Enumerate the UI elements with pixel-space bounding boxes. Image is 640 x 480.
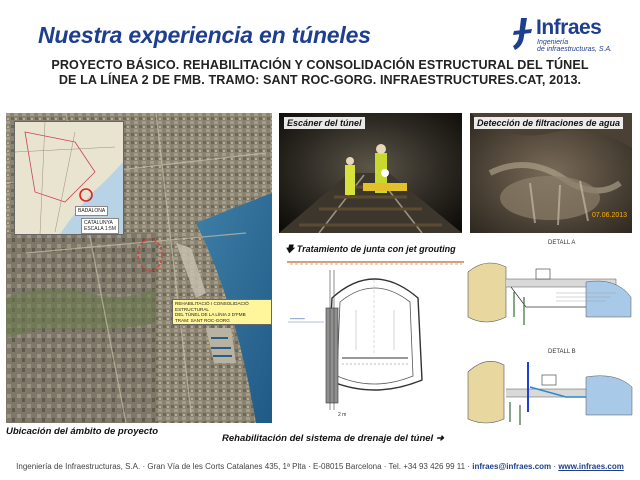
logo-name: Infraes (536, 16, 602, 39)
footer-web-link[interactable]: www.infraes.com (558, 462, 624, 471)
scanner-caption: Escáner del túnel (284, 117, 365, 129)
drainage-caption-row (222, 433, 444, 444)
inset-label: BADALONA (75, 206, 108, 216)
detail-a-label: DETALL A (548, 240, 576, 246)
callout-line-2: DEL TÚNEL DE LA LÍNIA 2 D'FMB (175, 312, 246, 317)
leak-caption: Detección de filtraciones de agua (474, 117, 623, 129)
photo-date-stamp: 07.06.2013 (592, 212, 628, 219)
arrow-right-icon: ➜ (435, 433, 444, 444)
project-callout (172, 299, 272, 325)
footer (0, 462, 640, 471)
logo-tagline-2: de infraestructuras, S.A. (537, 46, 613, 53)
map-inset (14, 121, 124, 235)
detail-b-label: DETALL B (548, 349, 576, 355)
inset-scale: ESCALA 1:5M (84, 226, 116, 232)
footer-address: Ingeniería de Infraestructuras, S.A. · Gran Vía de les Corts Catalanes 435, 1ª Plta · E-08015 Barcelona · Tel. +34 93 426 99 11 · (16, 462, 470, 471)
footer-separator: · (553, 462, 557, 471)
jet-grouting-drawing (282, 240, 467, 425)
slide-title: Nuestra experiencia en túneles (38, 22, 371, 48)
drainage-caption: Rehabilitación del sistema de drenaje del túnel (222, 433, 434, 444)
arrow-down-icon: 🡇 (285, 244, 295, 254)
aerial-map-image (6, 113, 272, 423)
svg-text:━━━━━━━: ━━━━━━━ (290, 317, 305, 321)
callout-line-3: TRAM: SANT ROC-GORG (175, 317, 230, 323)
depth-label: 2 m (338, 412, 347, 418)
infraes-logo-mark-icon (512, 16, 534, 52)
map-caption: Ubicación del ámbito de proyecto (6, 426, 159, 437)
subtitle-line-1: PROYECTO BÁSICO. REHABILITACIÓN Y CONSOLIDACIÓN ESTRUCTURAL DEL TÚNEL (51, 58, 589, 72)
jet-grouting-caption-row (285, 242, 456, 258)
footer-email-link[interactable]: infraes@infraes.com (472, 462, 552, 471)
jet-grouting-caption: Tratamiento de junta con jet grouting (296, 244, 456, 254)
drainage-details-drawing (466, 237, 636, 427)
callout-line-1: REHABILITACIÓ I CONSOLIDACIÓ ESTRUCTURAL (175, 301, 249, 312)
tunnel-scanner-photo (279, 113, 462, 233)
inset-region (81, 218, 119, 234)
logo-tagline: Ingeniería (537, 39, 569, 46)
inset-region-name: CATALUNYA (84, 220, 113, 226)
subtitle-line-2: DE LA LÍNEA 2 DE FMB. TRAMO: SANT ROC-GORG. INFRAESTRUCTURES.CAT, 2013. (58, 73, 582, 87)
